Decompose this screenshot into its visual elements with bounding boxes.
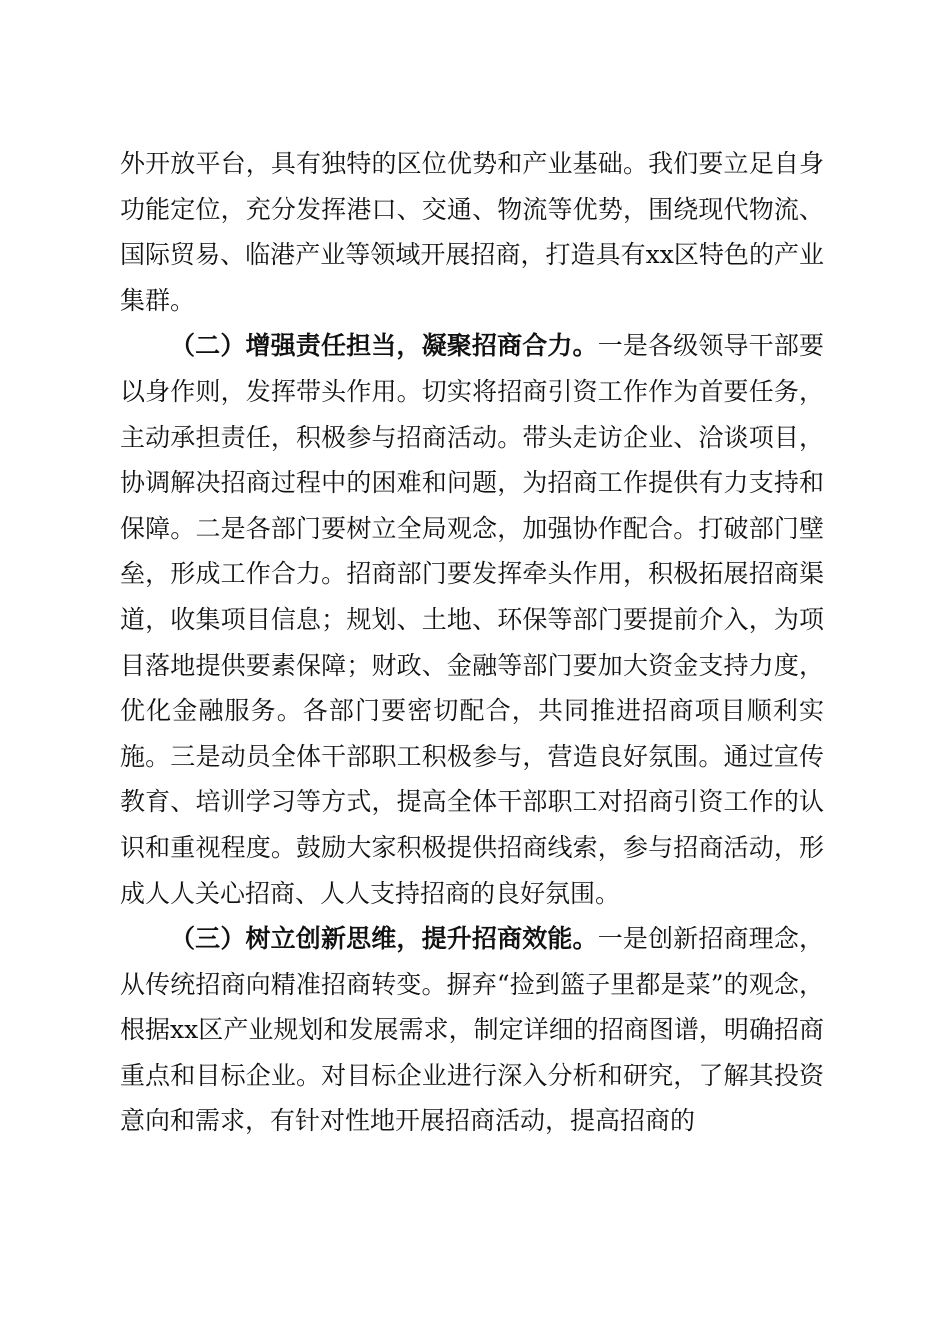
paragraph-section-two — [120, 323, 824, 916]
section-heading: （二）增强责任担当，凝聚招商合力。 — [170, 331, 598, 361]
paragraph-section-three — [120, 916, 824, 1144]
paragraph-text: 一是创新招商理念，从传统招商向精准招商转变。摒弃“捡到篮子里都是菜”的观念，根据xx区产业规划和发展需求，制定详细的招商图谱，明确招商重点和目标企业。对目标企业进行深入分析和研究，了解其投资意向和需求，有针对性地开展招商活动，提高招商的 — [120, 924, 824, 1136]
paragraph-continuation — [120, 141, 824, 323]
paragraph-text: 一是各级领导干部要以身作则，发挥带头作用。切实将招商引资工作作为首要任务，主动承担责任，积极参与招商活动。带头走访企业、洽谈项目，协调解决招商过程中的困难和问题，为招商工作提供有力支持和保障。二是各部门要树立全局观念，加强协作配合。打破部门壁垒，形成工作合力。招商部门要发挥牵头作用，积极拓展招商渠道，收集项目信息；规划、土地、环保等部门要提前介入，为项目落地提供要素保障；财政、金融等部门要加大资金支持力度，优化金融服务。各部门要密切配合，共同推进招商项目顺利实施。三是动员全体干部职工积极参与，营造良好氛围。通过宣传教育、培训学习等方式，提高全体干部职工对招商引资工作的认识和重视程度。鼓励大家积极提供招商线索，参与招商活动，形成人人关心招商、人人支持招商的良好氛围。 — [120, 331, 824, 908]
paragraph-text: 外开放平台，具有独特的区位优势和产业基础。我们要立足自身功能定位，充分发挥港口、交通、物流等优势，围绕现代物流、国际贸易、临港产业等领域开展招商，打造具有xx区特色的产业集群。 — [120, 149, 824, 315]
document-body — [120, 141, 824, 1144]
section-heading: （三）树立创新思维，提升招商效能。 — [170, 924, 598, 954]
